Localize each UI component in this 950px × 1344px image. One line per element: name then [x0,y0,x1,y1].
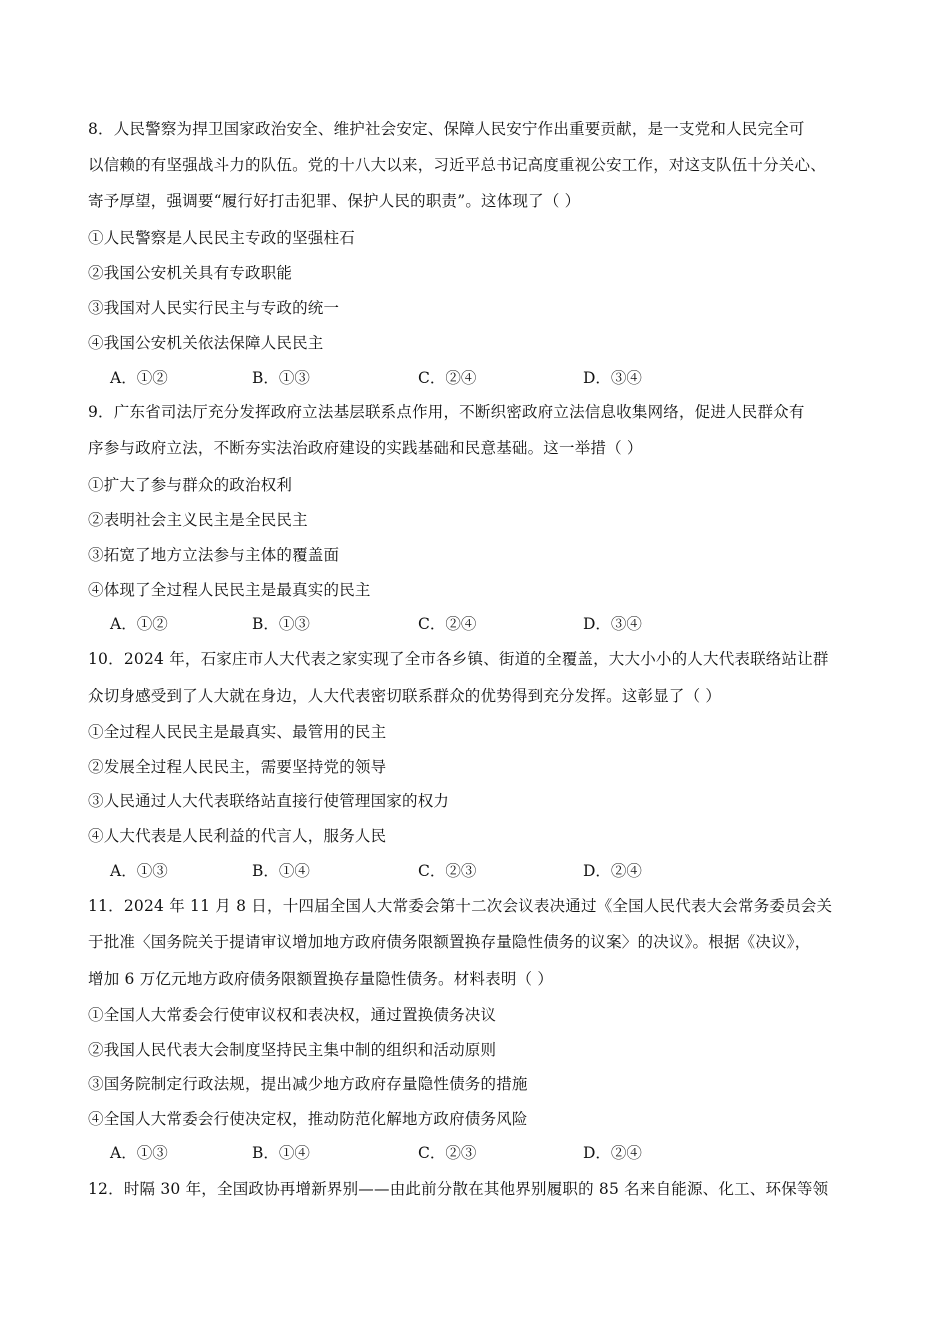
question-11-stem-line-2: 于批准〈国务院关于提请审议增加地方政府债务限额置换存量隐性债务的议案〉的决议》。根据《决议》， [88,933,811,951]
question-10-option-item-2: ②发展全过程人民民主，需要坚持党的领导 [88,758,387,776]
question-12-stem-line-1: 12．时隔 30 年，全国政协再增新界别——由此前分散在其他界别履职的 85 名来自能源、化工、环保等领 [88,1180,829,1198]
question-9-option-item-1: ①扩大了参与群众的政治权利 [88,476,293,494]
question-8-stem-line-1: 8．人民警察为捍卫国家政治安全、维护社会安定、保障人民安宁作出重要贡献，是一支党和人民完全可 [88,120,805,138]
question-9-choice-d[interactable]: D．③④ [583,615,642,633]
question-10-option-item-4: ④人大代表是人民利益的代言人，服务人民 [88,827,387,845]
question-10-option-item-3: ③人民通过人大代表联络站直接行使管理国家的权力 [88,792,450,810]
question-8-choice-c[interactable]: C．②④ [418,369,477,387]
question-11-option-item-2: ②我国人民代表大会制度坚持民主集中制的组织和活动原则 [88,1041,497,1059]
question-10-stem-line-2: 众切身感受到了人大就在身边，人大代表密切联系群众的优势得到充分发挥。这彰显了（ ） [88,687,722,705]
question-11-choice-b[interactable]: B．①④ [252,1144,310,1162]
question-9-stem-line-2: 序参与政府立法，不断夯实法治政府建设的实践基础和民意基础。这一举措（ ） [88,439,643,457]
question-11-choice-a[interactable]: A．①③ [110,1144,168,1162]
question-9-choice-a[interactable]: A．①② [110,615,168,633]
question-9-choice-c[interactable]: C．②④ [418,615,477,633]
question-8-choice-a[interactable]: A．①② [110,369,168,387]
question-10-option-item-1: ①全过程人民民主是最真实、最管用的民主 [88,723,387,741]
question-9-choice-b[interactable]: B．①③ [252,615,310,633]
question-11-choice-d[interactable]: D．②④ [583,1144,642,1162]
question-8-option-item-3: ③我国对人民实行民主与专政的统一 [88,299,340,317]
question-8-choice-b[interactable]: B．①③ [252,369,310,387]
question-11-choice-c[interactable]: C．②③ [418,1144,477,1162]
question-11-option-item-1: ①全国人大常委会行使审议权和表决权，通过置换债务决议 [88,1006,497,1024]
question-10-choice-b[interactable]: B．①④ [252,862,310,880]
question-10-stem-line-1: 10．2024 年，石家庄市人大代表之家实现了全市各乡镇、街道的全覆盖，大大小小的人大代表联络站让群 [88,650,829,668]
question-8-stem-line-2: 以信赖的有坚强战斗力的队伍。党的十八大以来，习近平总书记高度重视公安工作，对这支队伍十分关心、 [88,156,826,174]
question-9-option-item-3: ③拓宽了地方立法参与主体的覆盖面 [88,546,340,564]
question-8-stem-line-3: 寄予厚望，强调要“履行好打击犯罪、保护人民的职责”。这体现了（ ） [88,192,581,210]
question-8-option-item-1: ①人民警察是人民民主专政的坚强柱石 [88,229,355,247]
question-10-choice-c[interactable]: C．②③ [418,862,477,880]
question-8-choice-d[interactable]: D．③④ [583,369,642,387]
question-8-option-item-2: ②我国公安机关具有专政职能 [88,264,293,282]
question-9-option-item-4: ④体现了全过程人民民主是最真实的民主 [88,581,371,599]
question-11-stem-line-1: 11．2024 年 11 月 8 日，十四届全国人大常委会第十二次会议表决通过《全国人民代表大会常务委员会关 [88,897,833,915]
question-10-choice-d[interactable]: D．②④ [583,862,642,880]
question-11-stem-line-3: 增加 6 万亿元地方政府债务限额置换存量隐性债务。材料表明（ ） [88,970,554,988]
question-11-option-item-4: ④全国人大常委会行使决定权，推动防范化解地方政府债务风险 [88,1110,528,1128]
question-9-option-item-2: ②表明社会主义民主是全民民主 [88,511,308,529]
question-9-stem-line-1: 9．广东省司法厅充分发挥政府立法基层联系点作用，不断织密政府立法信息收集网络，促进人民群众有 [88,403,805,421]
question-8-option-item-4: ④我国公安机关依法保障人民民主 [88,334,324,352]
question-10-choice-a[interactable]: A．①③ [110,862,168,880]
question-11-option-item-3: ③国务院制定行政法规，提出减少地方政府存量隐性债务的措施 [88,1075,528,1093]
